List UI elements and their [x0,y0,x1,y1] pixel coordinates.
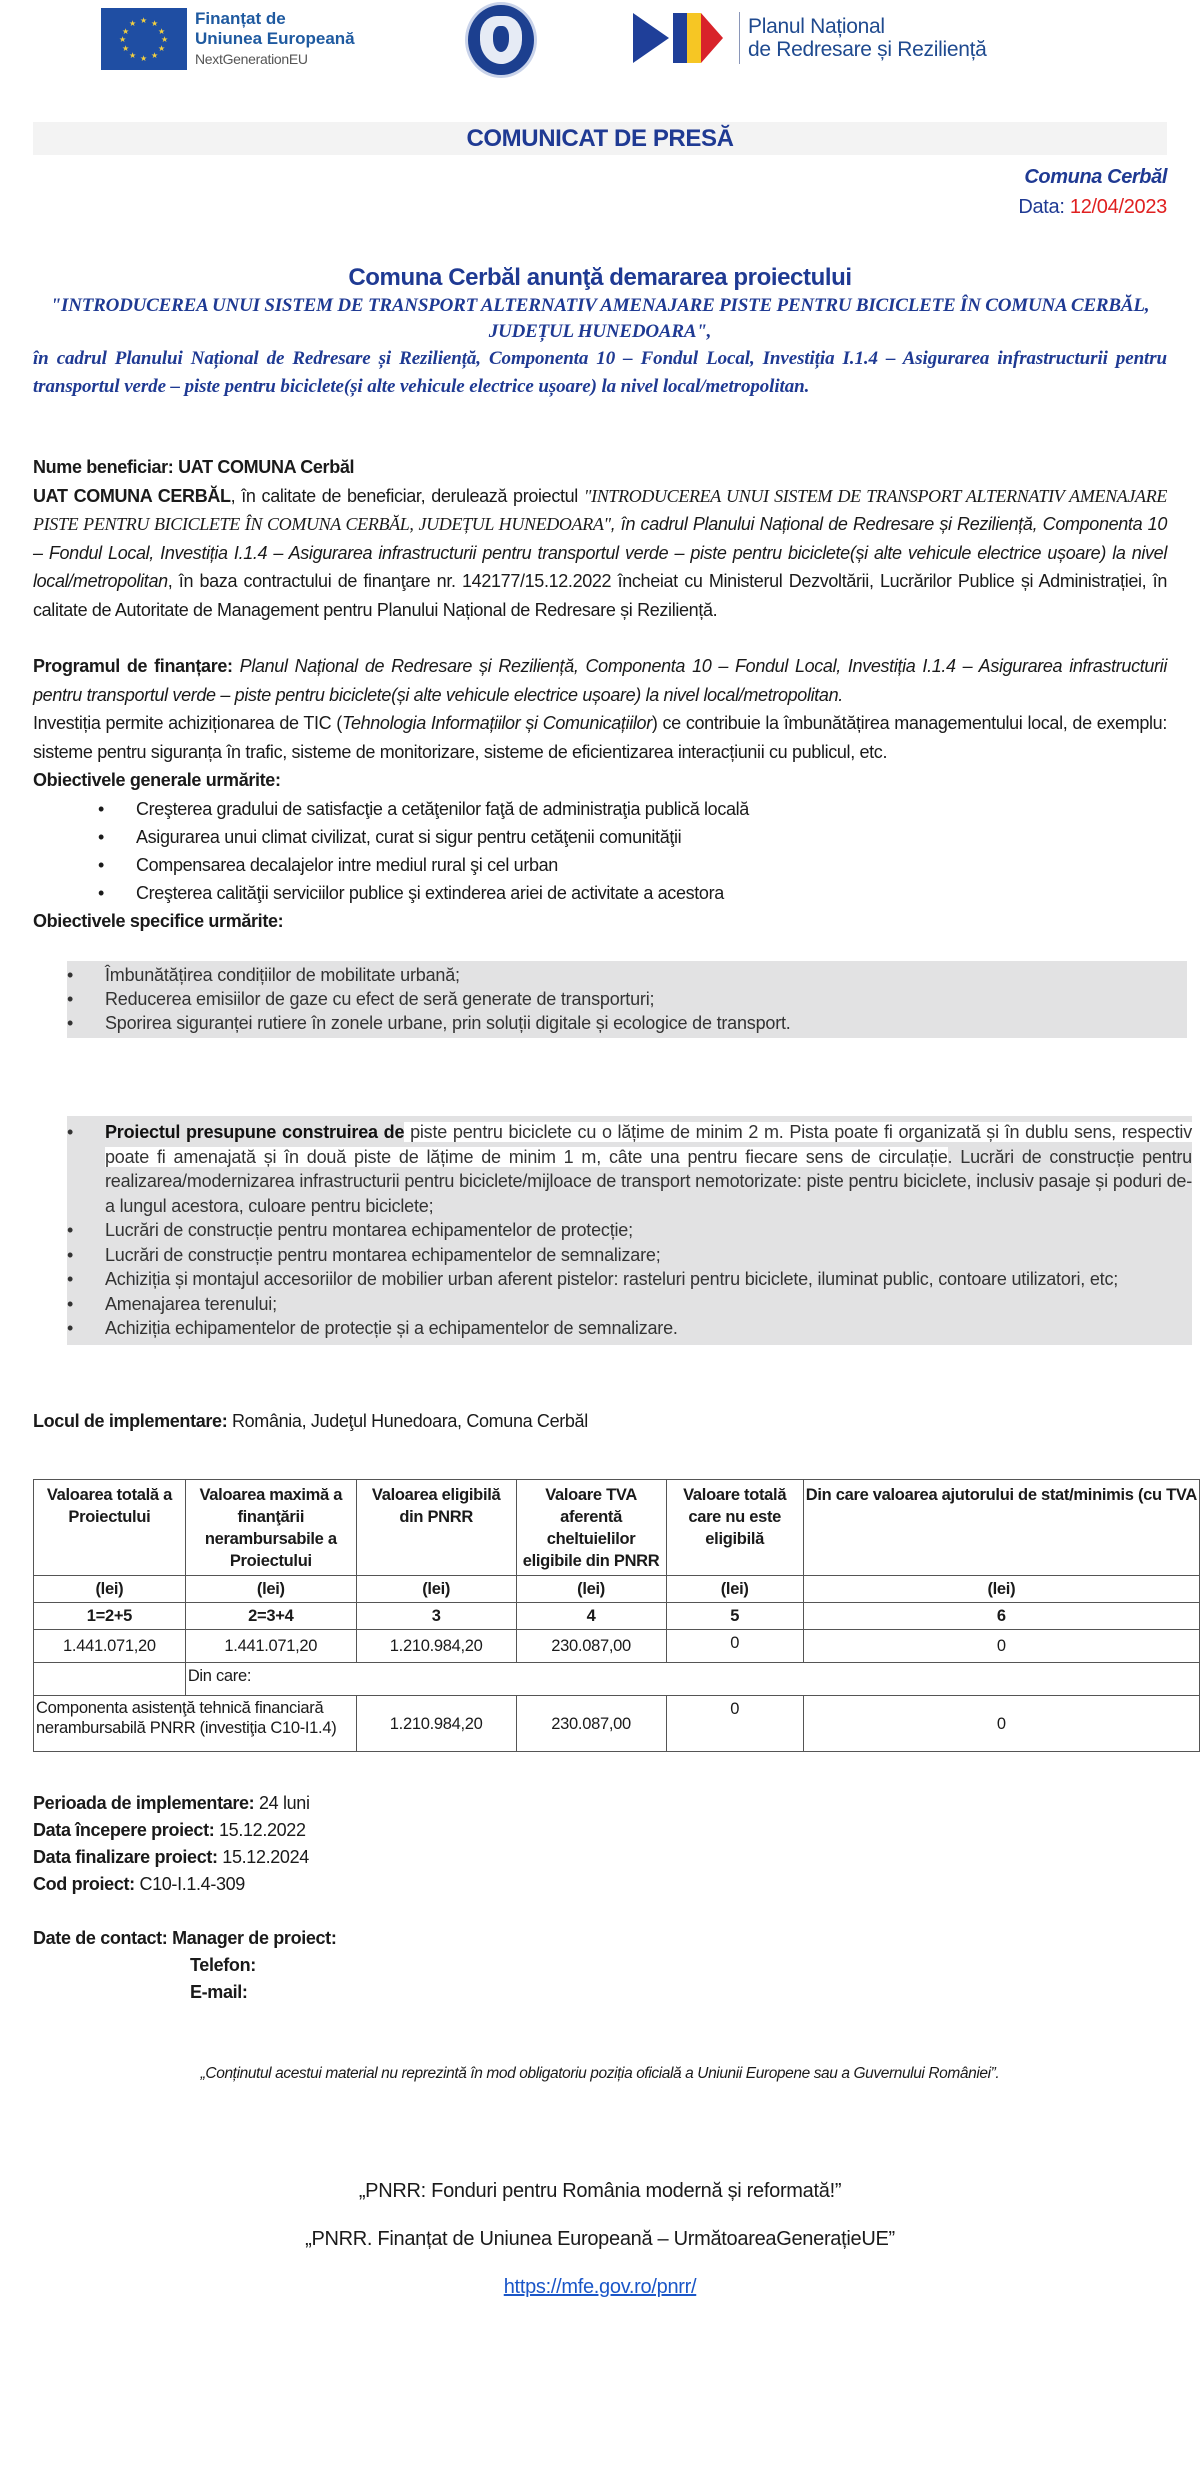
start-value: 15.12.2022 [214,1820,306,1840]
table-cell: (lei) [516,1576,666,1603]
contact-label: Date de contact: [33,1928,168,1948]
table-row [34,1603,1200,1630]
date-value: 12/04/2023 [1069,196,1167,218]
beneficiary-name: UAT COMUNA CERBĂL [33,485,231,506]
location-value: România, Judeţul Hunedoara, Comuna Cerbăl [227,1410,588,1431]
table-cell: 230.087,00 [516,1696,666,1752]
list-item: • Amenajarea terenului; [67,1292,1192,1317]
program-paragraph [33,652,1167,709]
table-cell: Din care: [185,1663,1199,1696]
headline [33,263,1167,401]
program-label: Programul de finanțare: [33,656,233,676]
program-value: Planul Național de Redresare și Reziliență, Componenta 10 – Fondul Local, Investiția I.1.4 – Asigurarea infrastructurii pentru transportul verde – piste pentru biciclete(și alte vehicule electrice ușoare) la nivel local/metropolitan. [33,656,1167,705]
pnrr-logo [633,12,987,64]
email-label: E-mail: [190,1982,248,2002]
pnrr-arrows-icon [633,13,733,63]
pnrr-logo-line2: de Redresare și Reziliență [748,38,987,61]
eu-logo-line2: Uniunea Europeană [195,29,355,48]
beneficiary-value: UAT COMUNA Cerbăl [173,457,355,477]
eu-flag-icon: ★ ★ ★ ★ ★ ★ ★ ★ ★ ★ ★ ★ [101,8,187,70]
table-cell: 2=3+4 [185,1603,356,1630]
list-item: • Creşterea gradului de satisfacţie a cetăţenilor faţă de administraţia publică locală [98,795,1167,823]
table-row [34,1663,1200,1696]
table-cell: 230.087,00 [516,1630,666,1663]
table-cell: (lei) [356,1576,516,1603]
table-header: Valoare TVA aferentă cheltuielilor eligibile din PNRR [516,1480,666,1576]
investment-paragraph [33,709,1167,766]
table-cell: 4 [516,1603,666,1630]
start-label: Data începere proiect: [33,1820,215,1840]
start-line [33,1817,1167,1844]
table-header: Valoarea totală a Proiectului [34,1480,186,1576]
list-item: • Creşterea calităţii serviciilor publice şi extinderea ariei de activitate a acestora [98,879,1167,907]
table-cell: 1.210.984,20 [356,1696,516,1752]
table-header: Valoarea eligibilă din PNRR [356,1480,516,1576]
general-objectives-label: Obiectivele generale urmărite: [33,770,281,790]
location-line [33,1407,1167,1436]
eu-logo-line1: Finanțat de [195,9,286,28]
table-cell: 0 [666,1696,803,1752]
table-row [34,1630,1200,1663]
investment-post: ) ce contribuie la îmbunătățirea managementului local, de exemplu: sisteme pentru siguranța în trafic, sisteme de monitorizare, sisteme de eficientizarea interacțiunii cu publicul, etc. [33,713,1167,762]
manager-label: Manager de proiect: [167,1928,337,1948]
table-row [34,1696,1200,1752]
table-cell: 0 [803,1630,1199,1663]
table-cell: 1.210.984,20 [356,1630,516,1663]
table-cell: 3 [356,1603,516,1630]
end-value: 15.12.2024 [217,1847,309,1867]
project-scope-list [67,1120,1192,1341]
list-item: • Achiziția echipamentelor de protecție și a echipamentelor de semnalizare. [67,1316,1192,1341]
investment-pre: Investiția permite achiziționarea de TIC ( [33,713,342,733]
specific-objectives-box [67,961,1187,1038]
table-cell: 1.441.071,20 [34,1630,186,1663]
list-item: • Lucrări de construcție pentru montarea echipamentelor de protecție; [67,1218,1192,1243]
scope-highlight: piste pentru biciclete cu o lățime de minim 2 m. Pista poate fi organizată și în dublu sens, respectiv poate fi amenajată și în două piste de lățime de minim 1 m, câte una pentru fiecare sens de circulație [105,1122,1192,1167]
table-header: Valoarea maximă a finanţării nerambursabile a Proiectului [185,1480,356,1576]
table-cell [34,1663,186,1696]
beneficiary-context: , în cadrul Planului Național de Redresare și Reziliență, Componenta 10 – Fondul Local, Investiția I.1.4 – Asigurarea infrastructurii pentru transportul verde – piste pentru biciclete(și alte vehicule electrice ușoare) la nivel local/metropolitan [33,514,1168,591]
table-header: Din care valoarea ajutorului de stat/minimis (cu TVA [803,1480,1199,1576]
date-label: Data: [1018,196,1070,218]
table-cell: 6 [803,1603,1199,1630]
list-item: • Îmbunătățirea condițiilor de mobilitate urbană; [67,963,1187,987]
financing-table [33,1479,1200,1752]
headline-project-title: "INTRODUCEREA UNUI SISTEM DE TRANSPORT ALTERNATIV AMENAJARE PISTE PENTRU BICICLETE ÎN COMUNA CERBĂL, JUDEȚUL HUNEDOARA", [50,295,1150,342]
list-item: • Achiziția și montajul accesoriilor de mobilier urban aferent pistelor: rasteluri pentru biciclete, iluminat public, contoare utilizatori, etc; [67,1267,1192,1292]
table-cell: Componenta asistenţă tehnică financiară nerambursabilă PNRR (investiţia C10-I1.4) [34,1696,357,1752]
table-cell: 0 [666,1630,803,1663]
table-header: Valoare totală care nu este eligibilă [666,1480,803,1576]
footer-slogans [33,2167,1167,2311]
project-scope-box [67,1116,1192,1345]
table-cell: (lei) [803,1576,1199,1603]
end-label: Data finalizare proiect: [33,1847,218,1867]
location-label: Locul de implementare: [33,1410,228,1431]
beneficiary-project: "INTRODUCEREA UNUI SISTEM DE TRANSPORT ALTERNATIV AMENAJARE PISTE PENTRU BICICLETE ÎN COMUNA CERBĂL, JUDEȚUL HUNEDOARA" [33,485,1167,534]
table-cell: (lei) [34,1576,186,1603]
slogan-2: „PNRR. Finanțat de Uniunea Europeană – UrmătoareaGenerațieUE” [305,2227,895,2250]
code-line [33,1871,1167,1898]
headline-main: Comuna Cerbăl anunţă demararea proiectului [348,264,852,291]
body-content [33,453,1197,2311]
specific-objectives-label: Obiectivele specifice urmărite: [33,910,284,931]
project-meta [33,1790,1167,1898]
government-crest-icon [465,2,537,78]
period-label: Perioada de implementare: [33,1793,255,1813]
code-value: C10-I.1.4-309 [134,1874,245,1894]
specific-objectives-list [67,963,1187,1035]
code-label: Cod proiect: [33,1874,135,1894]
pnrr-link[interactable]: https://mfe.gov.ro/pnrr/ [503,2275,697,2298]
period-line [33,1790,1167,1817]
eu-funding-logo [101,8,355,70]
table-cell: 1=2+5 [34,1603,186,1630]
investment-italic: Tehnologia Informațiilor și Comunicațiilor [341,713,652,733]
phone-label: Telefon: [190,1955,256,1975]
table-cell: 1.441.071,20 [185,1630,356,1663]
beneficiary-label: Nume beneficiar: [33,457,174,477]
list-item: • Asigurarea unui climat civilizat, curat si sigur pentru cetăţenii comunităţii [98,823,1167,851]
disclaimer: „Conținutul acestui material nu reprezintă în mod obligatoriu poziția oficială a Uniunii Europene sau a Guvernului României”. [200,2065,1000,2082]
page-title: COMUNICAT DE PRESĂ [466,125,734,152]
slogan-1: „PNRR: Fonduri pentru România modernă și reformată!” [358,2179,842,2202]
pnrr-logo-line1: Planul Național [748,15,885,38]
table-cell: 0 [803,1696,1199,1752]
list-item: • Lucrări de construcție pentru montarea echipamentelor de semnalizare; [67,1243,1192,1268]
beneficiary-paragraph [33,482,1167,625]
period-value: 24 luni [254,1793,310,1813]
eu-logo-line3: NextGenerationEU [195,51,308,67]
list-item [67,1120,1192,1218]
release-date [33,191,1167,223]
beneficiary-intro: , în calitate de beneficiar, derulează proiectul [230,485,584,506]
list-item: • Reducerea emisiilor de gaze cu efect de seră generate de transporturi; [67,987,1187,1011]
table-header-row [34,1480,1200,1576]
beneficiary-line [33,453,1167,482]
list-item: • Sporirea siguranței rutiere în zonele urbane, prin soluții digitale și ecologice de transport. [67,1011,1187,1035]
scope-bold-lead: Proiectul presupune construirea de [105,1122,405,1142]
contact-block [33,1925,1167,2006]
scope-rest: . Lucrări de construcție pentru realizarea/modernizarea infrastructurii pentru biciclete/mijloace de transport nemotorizate: piste pentru biciclete, inclusiv pasaje și poduri de-a lungul acestora, culoare pentru biciclete; [105,1146,1192,1216]
table-row [34,1576,1200,1603]
end-line [33,1844,1167,1871]
issuer: Comuna Cerbăl [1024,166,1167,188]
press-release-band [33,122,1167,155]
headline-context: în cadrul Planului Național de Redresare și Reziliență, Componenta 10 – Fondul Local, Investiția I.1.4 – Asigurarea infrastructurii pentru transportul verde – piste pentru biciclete(și alte vehicule electrice ușoare) la nivel local/metropolitan. [33,348,1167,397]
beneficiary-contract: , în baza contractului de finanţare nr. 142177/15.12.2022 încheiat cu Ministerul Dezvoltării, Lucrărilor Publice și Administrației, în calitate de Autoritate de Management pentru Planului Național de Redresare și Reziliență. [33,571,1167,620]
financing-table-wrap [33,1435,1200,1752]
table-cell: (lei) [185,1576,356,1603]
table-cell: 5 [666,1603,803,1630]
general-objectives-list [98,795,1167,907]
list-item: • Compensarea decalajelor intre mediul rural şi cel urban [98,851,1167,879]
logo-bar [33,0,1167,92]
table-cell: (lei) [666,1576,803,1603]
